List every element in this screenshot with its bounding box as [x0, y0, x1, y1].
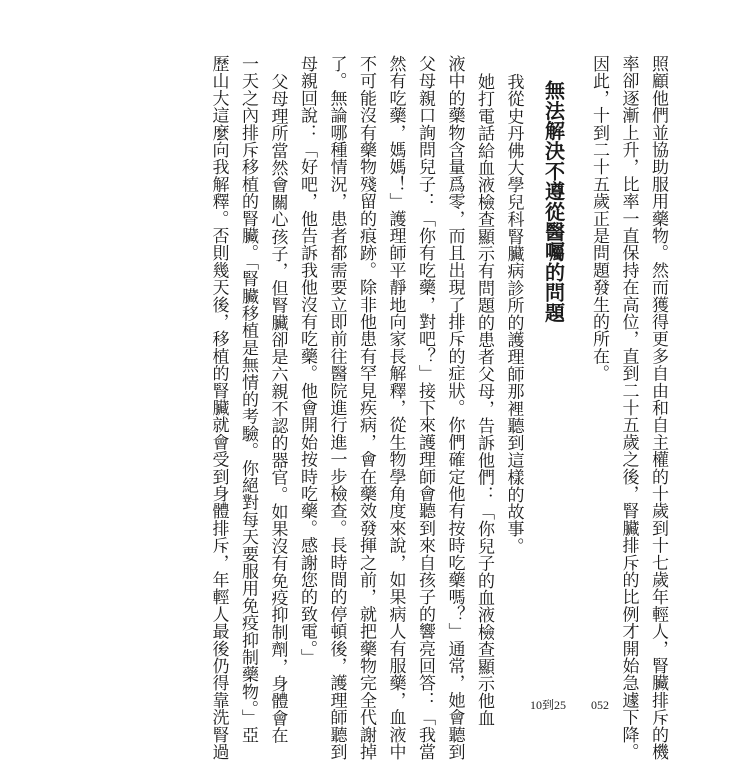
text-column: 率卻逐漸上升，比率一直保持在高位，直到二十五歲之後，腎臟排斥的比例才開始急遽下降。	[618, 55, 639, 760]
section-heading: 無法解決不遵從醫囑的問題	[541, 80, 566, 323]
text-column: 父母理所當然會關心孩子，但腎臟卻是六親不認的器官。如果沒有免疫抑制劑，身體會在	[267, 73, 288, 744]
text-column: 了。無論哪種情況，患者都需要立即前往醫院進行進一步檢查。長時間的停頓後，護理師聽到	[326, 55, 347, 760]
text-column: 母親回說：「好吧，他告訴我他沒有吃藥。他會開始按時吃藥。感謝您的致電。」	[297, 55, 317, 666]
text-column: 因此，十到二十五歲正是問題發生的所在。	[589, 55, 609, 382]
text-column: 我從史丹佛大學兒科腎臟病診所的護理師那裡聽到這樣的故事。	[503, 73, 524, 555]
page-footer	[530, 696, 609, 713]
text-column: 不可能沒有藥物殘留的痕跡。除非他患有罕見疾病，會在藥效發揮之前，就把藥物完全代謝掉	[356, 55, 376, 760]
text-column: 照顧他們並協助服用藥物。然而獲得更多自由和自主權的十歲到十七歲年輕人，腎臟排斥的機	[648, 55, 668, 760]
text-column: 歷山大這麼向我解釋。否則幾天後，移植的腎臟就會受到身體排斥，年輕人最後仍得靠洗腎過	[208, 55, 229, 760]
text-column: 一天之內排斥移植的腎臟。「腎臟移植是無情的考驗。你絕對每天要服用免疫抑制藥物。」亞	[238, 55, 258, 744]
running-title: 10到25	[530, 698, 567, 712]
text-column: 她打電話給血液檢查顯示有問題的患者父母，告訴他們：「你兒子的血液檢查顯示他血	[474, 73, 494, 727]
text-column: 父母親口詢問兒子：「你有吃藥，對吧？」接下來護理師會聽到來自孩子的響亮回答：「我當	[415, 55, 435, 760]
text-column: 然有吃藥，媽媽！」護理師平靜地向家長解釋，從生物學角度來說，如果病人有服藥，血液中	[385, 55, 406, 760]
page-number: 052	[591, 698, 610, 712]
text-column: 液中的藥物含量爲零，而且出現了排斥的症狀。你們確定他有按時吃藥嗎？」通常，她會聽到	[444, 55, 465, 760]
